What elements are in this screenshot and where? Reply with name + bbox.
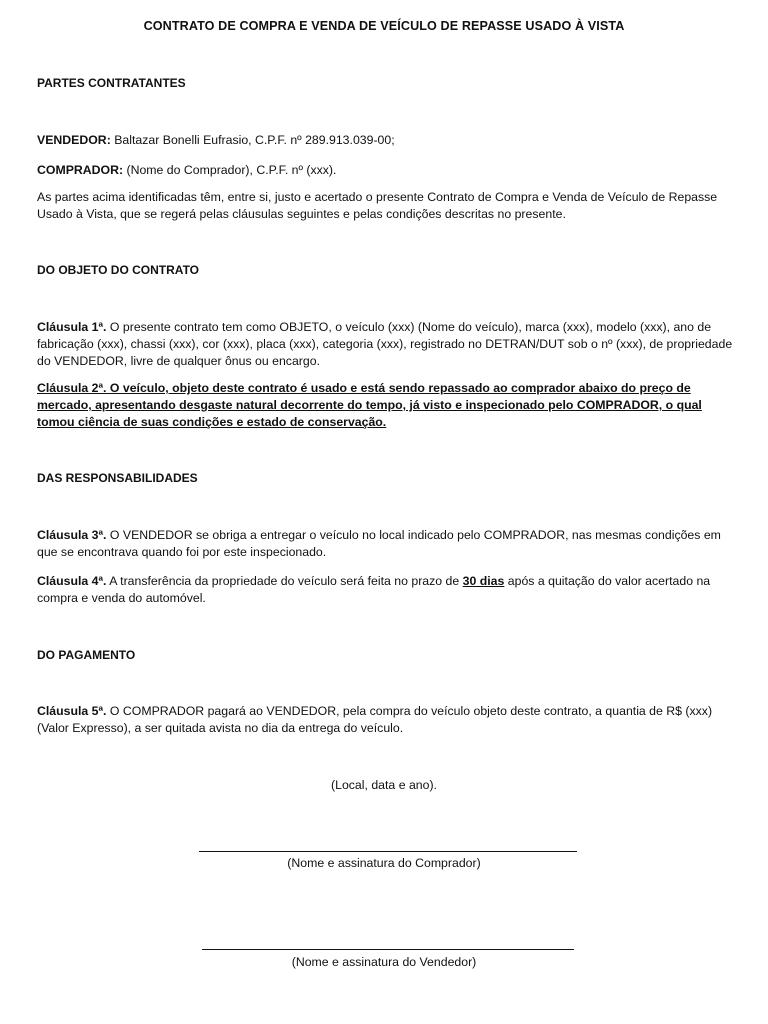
- clausula-5-text: O COMPRADOR pagará ao VENDEDOR, pela compra do veículo objeto deste contrato, a quantia de R$ (xxx) (Valor Expresso), a ser quitada avista no dia da entrega do veículo.: [37, 704, 713, 735]
- clausula-4-text-before: A transferência da propriedade do veículo será feita no prazo de: [106, 574, 463, 588]
- local-data: (Local, data e ano).: [331, 778, 437, 792]
- clausula-3-text: O VENDEDOR se obriga a entregar o veículo no local indicado pelo COMPRADOR, nas mesmas condições em que se encontrava quando foi por este inspecionado.: [37, 528, 721, 559]
- section-heading-pagamento: DO PAGAMENTO: [37, 648, 136, 662]
- signature-label-vendedor: (Nome e assinatura do Vendedor): [291, 955, 477, 969]
- intro-paragraph: As partes acima identificadas têm, entre si, justo e acertado o presente Contrato de Compra e Venda de Veículo de Repasse Usado à Vista, que se regerá pelas cláusulas seguintes e pelas condições descritas no presente.: [37, 190, 718, 221]
- signature-line-comprador: [199, 851, 577, 852]
- vendedor-line: [37, 132, 737, 149]
- clausula-4-label: Cláusula 4ª.: [37, 574, 107, 588]
- section-heading-objeto: DO OBJETO DO CONTRATO: [37, 263, 200, 277]
- comprador-text: (Nome do Comprador), C.P.F. nº (xxx).: [123, 163, 337, 177]
- signature-line-vendedor: [202, 949, 574, 950]
- comprador-label: COMPRADOR:: [37, 163, 124, 177]
- section-heading-partes: PARTES CONTRATANTES: [37, 76, 186, 90]
- clausula-4-emphasis: 30 dias: [462, 574, 505, 588]
- clausula-1-label: Cláusula 1ª.: [37, 320, 107, 334]
- vendedor-text: Baltazar Bonelli Eufrasio, C.P.F. nº 289.913.039-00;: [110, 133, 395, 147]
- clausula-1: [37, 319, 737, 370]
- page-title: CONTRATO DE COMPRA E VENDA DE VEÍCULO DE REPASSE USADO À VISTA: [143, 19, 625, 33]
- clausula-4: [37, 573, 737, 607]
- comprador-line: [37, 162, 737, 179]
- clausula-2: Cláusula 2ª. O veículo, objeto deste contrato é usado e está sendo repassado ao comprador abaixo do preço de mercado, apresentando desgaste natural decorrente do tempo, já visto e inspecionado pelo COMPRADOR, o qual tomou ciência de suas condições e estado de conservação.: [37, 381, 702, 429]
- signature-label-comprador: (Nome e assinatura do Comprador): [287, 856, 481, 870]
- clausula-3: [37, 527, 737, 561]
- section-heading-responsabilidades: DAS RESPONSABILIDADES: [37, 471, 198, 485]
- clausula-3-label: Cláusula 3ª.: [37, 528, 107, 542]
- clausula-4-text-after: após a quitação do valor acertado na compra e venda do automóvel.: [37, 574, 711, 605]
- clausula-5-label: Cláusula 5ª.: [37, 704, 107, 718]
- vendedor-label: VENDEDOR:: [37, 133, 111, 147]
- clausula-5: [37, 703, 737, 737]
- clausula-1-text: O presente contrato tem como OBJETO, o veículo (xxx) (Nome do veículo), marca (xxx), modelo (xxx), ano de fabricação (xxx), chassi (xxx), cor (xxx), placa (xxx), categoria (xxx), registrado no DETRAN/DUT sob o nº (xxx), de propriedade do VENDEDOR, livre de qualquer ônus ou encargo.: [37, 320, 733, 368]
